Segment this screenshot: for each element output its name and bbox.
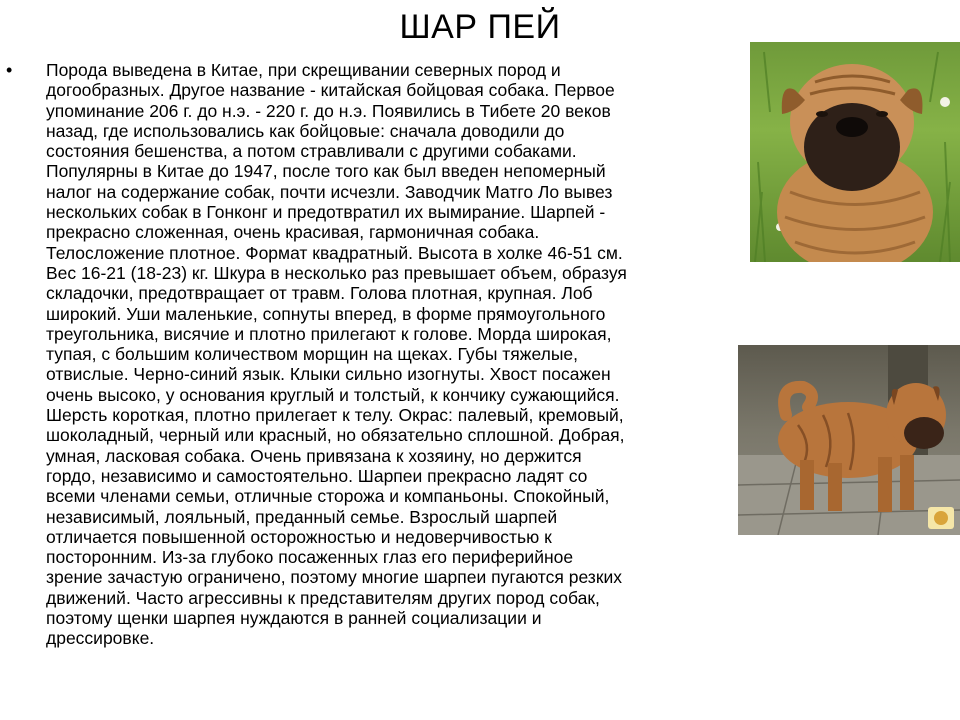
- adult-dog-illustration: [738, 345, 960, 535]
- slide-title: ШАР ПЕЙ: [399, 8, 561, 46]
- breed-description: Порода выведена в Китае, при скрещивании северных пород и догообразных. Другое название - китайская бойцовая собака. Первое упоминание 206 г. до н.э. - 220 г. до н.э. Появились в Тибете 20 веков назад, где использовались как бойцовые: сначала доводили до состояния бешенства, а потом стравливали с другими собаками. Популярны в Китае до 1947, после того как был введен непомерный налог на содержание собак, почти исчезли. Заводчик Матго Ло вывез нескольких собак в Гонконг и предотвратил их вымирание. Шарпей - прекрасно сложенная, очень красивая, гармоничная собака. Телосложение плотное. Формат квадратный. Высота в холке 46-51 см. Вес 16-21 (18-23) кг. Шкура в несколько раз превышает объем, образуя складочки, предотвращает от травм. Голова плотная, крупная. Лоб широкий. Уши маленькие, сопнуты вперед, в форме прямоугольного треугольника, висячие и плотно прилегают к голове. Морда широкая, тупая, с большим количеством морщин на щеках. Губы тяжелые, отвислые. Черно-синий язык. Клыки сильно изогнуты. Хвост посажен очень высоко, у основания круглый и толстый, к кончику сужающийся. Шерсть короткая, плотно прилегает к телу. Окрас: палевый, кремовый, шоколадный, черный или красный, но обязательно сплошной. Добрая, умная, ласковая собака. Очень привязана к хозяину, но держится гордо, независимо и самостоятельно. Шарпеи прекрасно ладят со всеми членами семьи, отличные сторожа и компаньоны. Спокойный, независимый, лояльный, преданный семье. Взрослый шарпей отличается повышенной осторожностью и недоверчивостью к посторонним. Из-за глубоко посаженных глаз его периферийное зрение зачастую ограничено, поэтому многие шарпеи пугаются резких движений. Часто агрессивны к представителям других пород собак, поэтому щенки шарпея нуждаются в ранней социализации и дрессировке.: [46, 60, 627, 649]
- shar-pei-adult-photo: [738, 345, 960, 535]
- puppy-illustration: [750, 42, 960, 262]
- bullet-marker: •: [6, 60, 13, 80]
- watermark-badge-icon: [928, 507, 954, 529]
- shar-pei-puppy-photo: [750, 42, 960, 262]
